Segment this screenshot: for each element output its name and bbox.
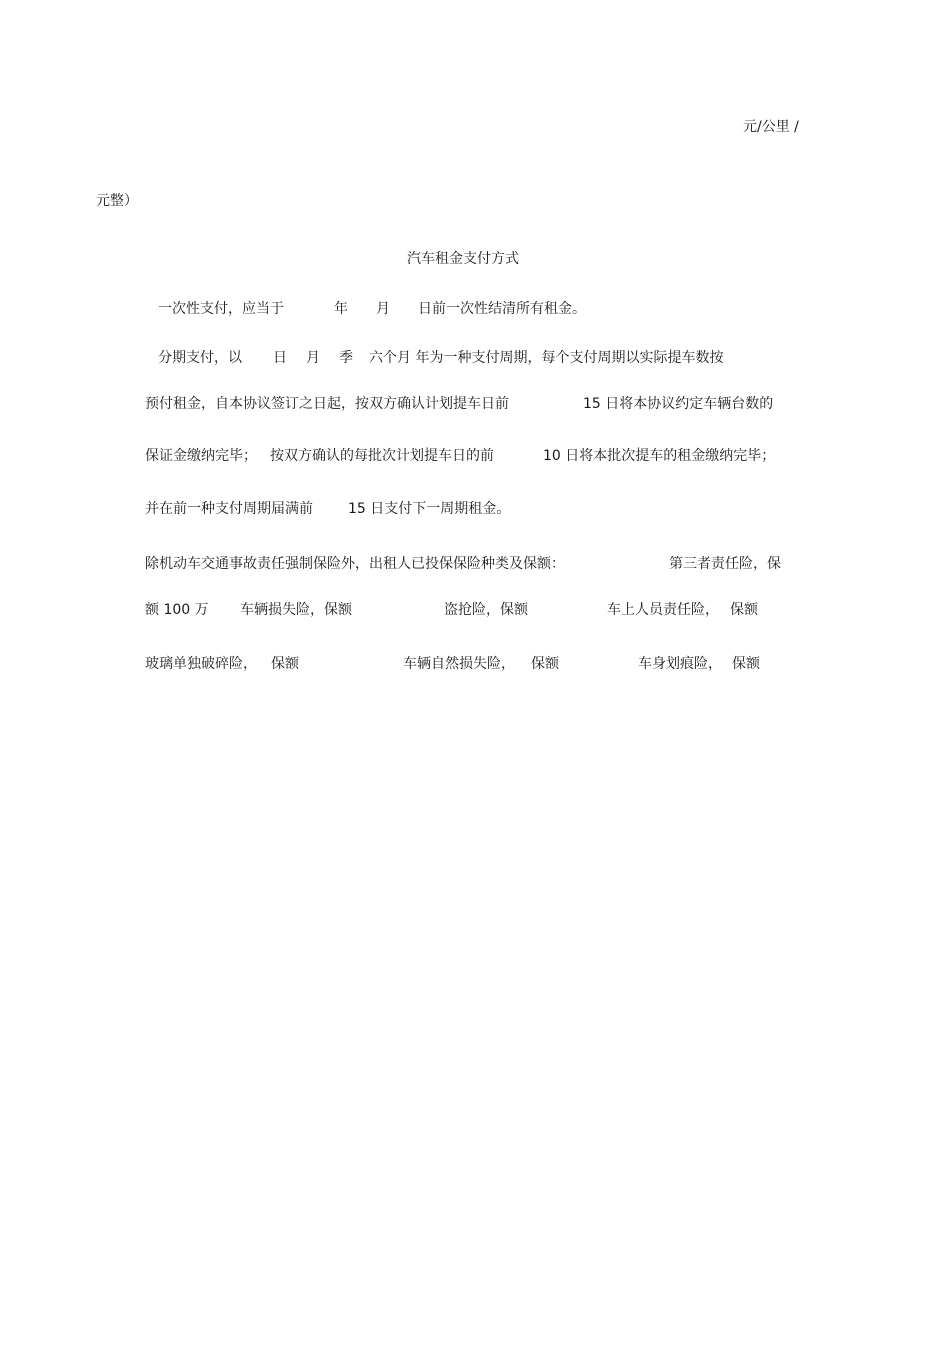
section-title: 汽车租金支付方式 xyxy=(407,251,519,267)
text-segment: 预付租金，自本协议签订之日起，按双方确认计划提车日前 xyxy=(145,396,509,412)
text-segment: 分期支付，以 xyxy=(158,350,242,366)
text-segment: 玻璃单独破碎险， xyxy=(145,656,257,672)
text-segment: 车上人员责任险， xyxy=(607,602,719,618)
text-segment: 保额 xyxy=(732,656,760,672)
text-segment: 15 日支付下一周期租金。 xyxy=(348,501,511,517)
text-segment: 保额 xyxy=(531,656,559,672)
text-segment: 保额 xyxy=(730,602,758,618)
text-segment: 六个月 年为一种支付周期，每个支付周期以实际提车数按 xyxy=(369,350,724,366)
text-segment: 月 xyxy=(376,301,390,317)
text-segment: 第三者责任险，保 xyxy=(669,556,781,572)
text-segment: 季 xyxy=(339,350,353,366)
rate-unit-fragment: 元/公里 / xyxy=(743,119,799,135)
text-segment: 保额 xyxy=(271,656,299,672)
text-segment: 月 xyxy=(306,350,320,366)
text-segment: 盗抢险，保额 xyxy=(444,602,528,618)
text-segment: 按双方确认的每批次计划提车日的前 xyxy=(270,448,494,464)
amount-fragment: 元整） xyxy=(96,193,138,209)
text-segment: 并在前一种支付周期届满前 xyxy=(145,501,313,517)
text-segment: 车辆损失险，保额 xyxy=(240,602,352,618)
text-segment: 车身划痕险， xyxy=(638,656,722,672)
text-segment: 保证金缴纳完毕； xyxy=(145,448,257,464)
text-segment: 额 100 万 xyxy=(145,602,209,618)
text-segment: 除机动车交通事故责任强制保险外，出租人已投保保险种类及保额： xyxy=(145,556,565,572)
text-segment: 一次性支付，应当于 xyxy=(158,301,284,317)
text-segment: 日前一次性结清所有租金。 xyxy=(418,301,586,317)
text-segment: 15 日将本协议约定车辆台数的 xyxy=(583,396,774,412)
text-segment: 年 xyxy=(334,301,348,317)
text-segment: 10 日将本批次提车的租金缴纳完毕； xyxy=(543,448,776,464)
text-segment: 日 xyxy=(273,350,287,366)
text-segment: 车辆自然损失险， xyxy=(403,656,515,672)
